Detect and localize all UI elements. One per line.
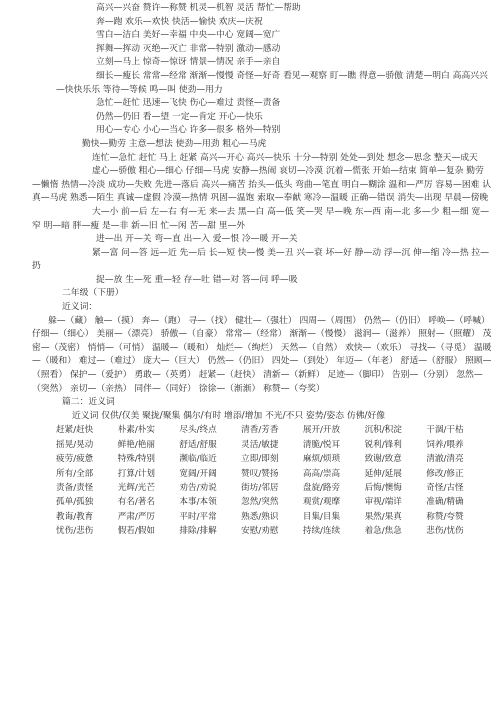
- table-cell: 忽然/突然: [241, 497, 279, 508]
- table-cell: 濒临/临近: [179, 454, 217, 465]
- text-line: 急忙—赶忙 迅速—飞快 伤心—难过 责怪—责备: [96, 98, 281, 109]
- table-cell: 责备/责怪: [56, 483, 94, 494]
- table-cell: 赶紧/赶快: [56, 425, 94, 436]
- text-paragraph: 虚心—骄傲 粗心—细心 仔细—马虎 安静—热闹 哀切—冷漠 沉着—慌张 开始—结束 简单—复杂 勤劳—懒惰 热情—冷淡 成功—失败 先进—落后 高兴—痛苦 抬头—低头 弯曲—笔直 明白—糊涂 温和—严厉 容易—困难 认真—马虎 熟悉—陌生 真诚—虚假 冷漠—热情 巩固—温饱 索取—奉献 寒冷—温暖 正确—错误 消失—出现 早晨—傍晚: [32, 166, 492, 204]
- table-cell: 赞叹/赞扬: [241, 468, 279, 479]
- table-cell: 立即/即刻: [241, 454, 279, 465]
- table-cell: 后悔/懊悔: [364, 483, 402, 494]
- table-cell: 所有/全部: [56, 468, 94, 479]
- table-cell: 排除/排解: [179, 526, 217, 537]
- table-cell: 宽阔/开阔: [179, 468, 217, 479]
- near-synonyms-label: 近义词：: [62, 302, 98, 313]
- synonym-table: [56, 423, 488, 538]
- text-line: 捉—放 生—死 重—轻 存—吐 错—对 答—问 呼—吸: [96, 274, 298, 285]
- table-cell: 严肃/严厉: [117, 511, 155, 522]
- table-cell: 麻烦/烦琐: [302, 454, 341, 465]
- table-header: 近义词 仅供/仅美 聚拢/聚集 偶尔/有时 增添/增加 不光/不只 姿势/姿态 仿佛/好像: [72, 410, 386, 421]
- table-cell: 审视/端详: [364, 497, 402, 508]
- table-cell: 持续/连续: [302, 526, 341, 537]
- table-cell: 悲伤/忧伤: [426, 526, 464, 537]
- table-cell: 干涸/干枯: [426, 425, 464, 436]
- table-cell: 修改/修正: [426, 468, 464, 479]
- table-cell: 孤单/孤独: [56, 497, 94, 508]
- table-cell: 盘旋/路旁: [302, 483, 341, 494]
- table-cell: 打算/计划: [117, 468, 155, 479]
- table-cell: 着急/焦急: [364, 526, 402, 537]
- table-cell: 准确/精确: [426, 497, 464, 508]
- section-label: 篇二：近义词: [62, 397, 115, 408]
- text-line: 立刻—马上 惊奇—惊讶 情景—情况 亲手—亲自: [96, 57, 281, 68]
- text-line: 用心—专心 小心—当心 许多—很多 格外—特别: [96, 125, 281, 136]
- table-cell: 尽头/终点: [179, 425, 217, 436]
- table-cell: 称赞/夸赞: [426, 511, 464, 522]
- table-cell: 教诲/教育: [56, 511, 94, 522]
- table-cell: 街坊/邻居: [241, 483, 279, 494]
- text-line: 仍然—仍旧 看—望 一定—肯定 开心—快乐: [96, 111, 263, 122]
- text-paragraph: 细长—瘦长 常常—经常 渐渐—慢慢 奇怪—好奇 看见—观察 盯—瞧 得意—骄傲 清楚—明白 高高兴兴—快快乐乐 等待—等候 鸣—叫 使劲—用力: [56, 70, 488, 95]
- table-cell: 目集/目集: [302, 511, 341, 522]
- table-cell: 假若/假如: [117, 526, 155, 537]
- table-cell: 疲劳/疲惫: [56, 454, 94, 465]
- text-line: 挥舞—挥动 灭绝—灭亡 非常—特别 激动—感动: [96, 43, 281, 54]
- text-paragraph: 连忙—急忙 赶忙 马上 赶紧 高兴—开心 高兴—快乐 十分—特别 处处—到处 想念—思念 整天—成天: [92, 152, 478, 163]
- table-cell: 特殊/特别: [117, 454, 155, 465]
- near-synonyms-paragraph: 躲—（藏） 触—（摸） 奔—（跑） 寻—（找） 健壮—（强壮） 四周—（周围） 仍然—（仍旧） 呼唤—（呼喊） 仔细—（细心） 美丽—（漂亮） 骄傲—（自豪） 常常—（经常） 渐渐—（慢慢） 滋润—（滋养） 照射—（照耀） 茂密—（茂密） 悄悄—（可悄） 温暖—（暖和） 灿烂—（绚烂） 天然—（自然） 欢快—（欢乐） 寻找—（寻觅） 温暖—（暖和） 难过—（难过） 庞大—（巨大） 仍然—（仍旧） 四处—（到处） 年迈—（年老） 舒适—（舒服） 照顾—（照看） 保护—（爱护） 勇敢—（英勇） 赶紧—（赶快） 清新—（新鲜） 足迹—（脚印） 告别—（分别） 忽然—（突然） 亲切—（亲热） 同伴—（同好） 徐徐—（渐渐） 称赞—（夸奖）: [32, 315, 492, 394]
- table-cell: 灵活/敏捷: [241, 439, 279, 450]
- table-cell: 致谢/致意: [364, 454, 402, 465]
- table-cell: 延伸/延展: [364, 468, 402, 479]
- table-cell: 锐利/锋利: [364, 439, 402, 450]
- table-cell: 果然/果真: [364, 511, 402, 522]
- table-cell: 有名/著名: [117, 497, 155, 508]
- table-cell: 清脆/悦耳: [302, 439, 341, 450]
- text-line: 雪白—洁白 美好—幸福 中央—中心 宽阔—宽广: [96, 30, 281, 41]
- table-cell: 本事/本领: [179, 497, 217, 508]
- table-cell: 忧伤/悲伤: [56, 526, 94, 537]
- text-line: 高兴—兴奋 赞许—称赞 机灵—机智 灵活 帮忙—帮助: [96, 3, 301, 13]
- text-paragraph: 紧—富 问—答 远—近 先—后 长—短 快—慢 美—丑 兴—衰 坏—好 静—动 浮—沉 伸—缩 冷—热 拉—扔: [32, 247, 490, 272]
- text-line: 勤快—勤劳 主意—想法 使劲—用劲 粗心—马虎: [82, 138, 267, 149]
- table-cell: 光辉/光芒: [117, 483, 155, 494]
- table-cell: 沉积/积淀: [364, 425, 402, 436]
- table-cell: 朴素/朴实: [117, 425, 155, 436]
- table-cell: 饲养/喂养: [426, 439, 464, 450]
- table-cell: 观赏/观摩: [302, 497, 341, 508]
- table-cell: 平时/平常: [179, 511, 217, 522]
- table-cell: 清香/芳香: [241, 425, 279, 436]
- table-cell: 鲜艳/艳丽: [117, 439, 155, 450]
- grade-label: 二年级（下册）: [62, 288, 124, 299]
- table-cell: 安慰/劝慰: [241, 526, 279, 537]
- table-cell: 奇怪/古怪: [426, 483, 464, 494]
- table-cell: 劝告/劝说: [179, 483, 217, 494]
- table-cell: 展开/开放: [302, 425, 341, 436]
- table-cell: 熟悉/熟识: [241, 511, 279, 522]
- table-cell: 摇晃/晃动: [56, 439, 94, 450]
- table-cell: 清澈/清亮: [426, 454, 464, 465]
- text-line: 进—出 开—关 弯—直 出—入 爱—恨 冷—暖 开—关: [96, 234, 298, 245]
- table-cell: 舒适/舒服: [179, 439, 217, 450]
- table-cell: 高高/崇高: [302, 468, 341, 479]
- text-paragraph: 大—小 前—后 左—右 有—无 来—去 黑—白 高—低 笑—哭 早—晚 东—西 南—北 多—少 粗—细 宽—窄 明—暗 胖—瘦 是—非 新—旧 忙—闲 苦—甜 里—外: [32, 206, 490, 231]
- text-line: 奔—跑 欢乐—欢快 快活—愉快 欢庆—庆祝: [96, 16, 263, 27]
